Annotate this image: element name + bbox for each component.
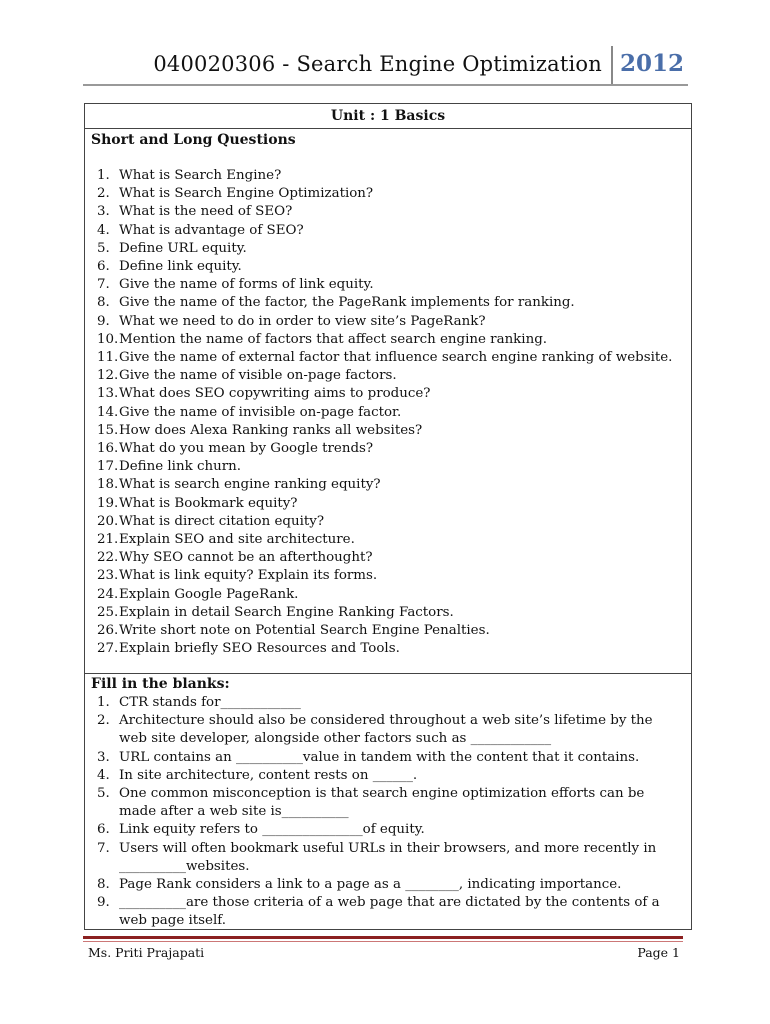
list-item <box>85 876 691 894</box>
item-text: Write short note on Potential Search Engine Penalties. <box>119 623 490 639</box>
short-long-heading: Short and Long Questions <box>91 132 296 148</box>
list-item <box>85 313 691 331</box>
item-text: Mention the name of factors that affect search engine ranking. <box>119 331 548 347</box>
list-item <box>85 222 691 240</box>
list-item <box>85 476 691 494</box>
list-item <box>85 258 691 276</box>
list-item <box>85 422 691 440</box>
item-text: What is Bookmark equity? <box>119 495 298 511</box>
item-number: 1. <box>97 168 110 183</box>
item-number: 26. <box>97 623 119 639</box>
list-item <box>85 240 691 258</box>
fill-blanks-heading: Fill in the blanks: <box>91 676 230 692</box>
item-number: 15. <box>97 422 119 438</box>
list-item <box>85 495 691 513</box>
item-text: Give the name of forms of link equity. <box>119 277 374 293</box>
item-number: 8. <box>97 877 110 893</box>
list-item <box>85 458 691 476</box>
short-long-list <box>85 167 691 658</box>
list-item <box>85 385 691 403</box>
list-item <box>85 404 691 422</box>
item-text: What is Search Engine? <box>119 168 282 183</box>
list-item <box>85 694 691 712</box>
item-text: Give the name of invisible on-page factor. <box>119 404 402 420</box>
list-item <box>85 604 691 622</box>
list-item <box>85 440 691 458</box>
header-divider <box>611 46 613 86</box>
item-number: 1. <box>97 695 110 710</box>
item-number: 4. <box>97 222 110 238</box>
item-number: 12. <box>97 368 119 384</box>
item-number: 19. <box>97 495 119 511</box>
item-text: What do you mean by Google trends? <box>119 441 374 457</box>
item-text: What is direct citation equity? <box>119 513 325 529</box>
item-number: 3. <box>97 204 110 220</box>
list-item <box>85 276 691 294</box>
item-text: Define link churn. <box>119 459 241 475</box>
header-rule <box>83 84 688 86</box>
list-item <box>85 167 691 185</box>
list-item <box>85 749 691 767</box>
list-item <box>85 894 691 930</box>
item-number: 23. <box>97 568 119 584</box>
list-item <box>85 821 691 839</box>
list-item <box>85 640 691 658</box>
item-text: Page Rank considers a link to a page as a ________, indicating importance. <box>119 877 622 893</box>
item-text: URL contains an __________value in tandem with the content that it contains. <box>119 749 640 765</box>
item-text: How does Alexa Ranking ranks all websites? <box>119 422 423 438</box>
item-text: Users will often bookmark useful URLs in their browsers, and more recently in __________websites. <box>119 840 657 874</box>
item-text: In site architecture, content rests on ______. <box>119 767 418 783</box>
fill-blanks-list <box>85 694 691 931</box>
item-text: Architecture should also be considered throughout a web site’s lifetime by the web site developer, alongside other factors such as ____________ <box>119 713 653 747</box>
list-item <box>85 549 691 567</box>
item-text: Define URL equity. <box>119 240 247 256</box>
item-text: Explain SEO and site architecture. <box>119 532 355 548</box>
item-text: Give the name of external factor that influence search engine ranking of website. <box>119 350 673 366</box>
item-number: 4. <box>97 767 110 783</box>
item-number: 8. <box>97 295 110 311</box>
item-text: Explain briefly SEO Resources and Tools. <box>119 641 400 657</box>
item-number: 3. <box>97 749 110 765</box>
item-number: 9. <box>97 895 110 911</box>
item-text: Explain in detail Search Engine Ranking Factors. <box>119 604 454 620</box>
item-number: 2. <box>97 713 110 729</box>
item-number: 14. <box>97 404 119 420</box>
item-number: 7. <box>97 277 110 293</box>
footer-rule <box>83 936 683 939</box>
item-text: Link equity refers to _______________of equity. <box>119 822 425 838</box>
item-number: 16. <box>97 441 119 457</box>
item-number: 21. <box>97 532 119 548</box>
item-text: CTR stands for____________ <box>119 695 301 710</box>
item-text: What is link equity? Explain its forms. <box>119 568 378 584</box>
item-number: 10. <box>97 331 119 347</box>
list-item <box>85 367 691 385</box>
item-number: 13. <box>97 386 119 402</box>
item-number: 25. <box>97 604 119 620</box>
list-item <box>85 531 691 549</box>
item-text: One common misconception is that search engine optimization efforts can be made after a web site is__________ <box>119 786 645 820</box>
item-text: What is Search Engine Optimization? <box>119 186 374 202</box>
item-number: 22. <box>97 550 119 566</box>
item-text: What is advantage of SEO? <box>119 222 304 238</box>
unit-title: Unit : 1 Basics <box>85 104 691 129</box>
document-year: 2012 <box>620 50 685 77</box>
item-number: 9. <box>97 313 110 329</box>
page-header <box>0 44 770 90</box>
item-number: 6. <box>97 259 110 275</box>
list-item <box>85 185 691 203</box>
item-number: 7. <box>97 840 110 856</box>
list-item <box>85 294 691 312</box>
list-item <box>85 203 691 221</box>
list-item <box>85 349 691 367</box>
item-number: 24. <box>97 586 119 602</box>
item-number: 6. <box>97 822 110 838</box>
item-number: 20. <box>97 513 119 529</box>
item-text: Why SEO cannot be an afterthought? <box>119 550 373 566</box>
item-number: 18. <box>97 477 119 493</box>
list-item <box>85 712 691 748</box>
item-number: 2. <box>97 186 110 202</box>
list-item <box>85 586 691 604</box>
item-text: What is the need of SEO? <box>119 204 293 220</box>
item-text: What does SEO copywriting aims to produce? <box>119 386 431 402</box>
list-item <box>85 513 691 531</box>
list-item <box>85 840 691 876</box>
item-text: Define link equity. <box>119 259 242 275</box>
fill-blanks-box <box>84 674 692 930</box>
footer-author: Ms. Priti Prajapati <box>88 945 205 960</box>
item-text: Give the name of the factor, the PageRank implements for ranking. <box>119 295 575 311</box>
list-item <box>85 622 691 640</box>
list-item <box>85 767 691 785</box>
footer-page-number: Page 1 <box>637 945 680 960</box>
document-title: 040020306 - Search Engine Optimization <box>153 52 602 76</box>
item-number: 5. <box>97 786 110 802</box>
questions-box <box>84 103 692 674</box>
list-item <box>85 785 691 821</box>
item-number: 5. <box>97 240 110 256</box>
item-number: 27. <box>97 641 119 657</box>
item-text: What we need to do in order to view site’s PageRank? <box>119 313 486 329</box>
item-text: Give the name of visible on-page factors. <box>119 368 397 384</box>
item-number: 17. <box>97 459 119 475</box>
item-text: What is search engine ranking equity? <box>119 477 381 493</box>
item-text: __________are those criteria of a web page that are dictated by the contents of a web page itself. <box>119 895 660 929</box>
list-item <box>85 567 691 585</box>
item-number: 11. <box>97 350 119 366</box>
item-text: Explain Google PageRank. <box>119 586 299 602</box>
footer-rule-thin <box>83 941 683 942</box>
list-item <box>85 331 691 349</box>
